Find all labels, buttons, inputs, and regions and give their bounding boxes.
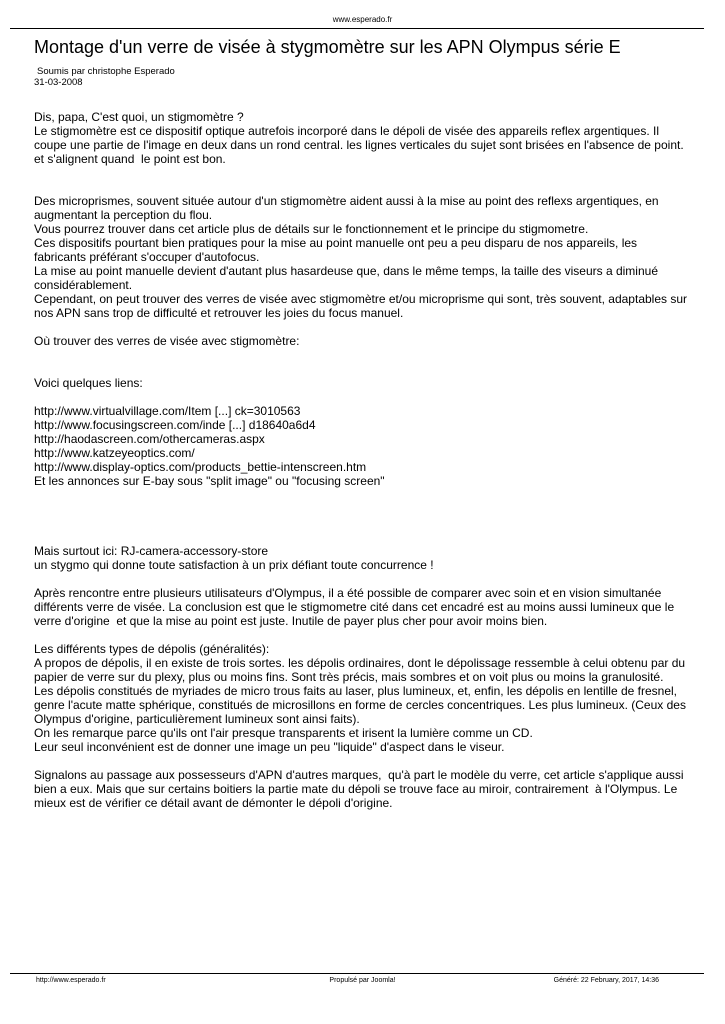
article-paragraph: Les différents types de dépolis (généralités): A propos de dépolis, il en existe de trois sortes. les dépolis ordinaires, dont le dépolissage ressemble à celui obtenu par du papier de verre sur du plexy, plus ou moins fins. Sont très précis, mais sombres et on voit plus ou moins la granulosité. Les dépolis constitués de myriades de micro trous faits au laser, plus lumineux, et, enfin, les dépolis en lentille de fresnel, genre l'acute matte sphérique, constitués de microsillons en forme de cercles concentriques. Les plus lumineux. (Ceux des Olympus d'origine, particulièrement lumineux sont ainsi faits). On les remarque parce qu'ils ont l'air presque transparents et irisent la lumière comme un CD. Leur seul inconvénient est de donner une image un peu "liquide" d'aspect dans le viseur. (34, 642, 686, 754)
article-paragraph: Dis, papa, C'est quoi, un stigmomètre ? Le stigmomètre est ce dispositif optique autrefois incorporé dans le dépoli de visée des appareils reflex argentiques. Il coupe une partie de l'image en deux dans un rond central. les lignes verticales du sujet sont brisées en l'absence de point. et s'alignent quand le point est bon. (34, 110, 684, 166)
article-paragraph (34, 320, 689, 334)
article-body (34, 110, 689, 824)
article-paragraph: Où trouver des verres de visée avec stigmomètre: (34, 334, 300, 348)
footer-site-url[interactable]: http://www.esperado.fr (36, 977, 106, 984)
article-paragraph (34, 348, 689, 362)
article-paragraph (34, 390, 689, 404)
article-paragraph: Signalons au passage aux possesseurs d'APN d'autres marques, qu'à part le modèle du verre, cet article s'applique aussi bien a eux. Mais que sur certains boitiers la partie mate du dépoli se trouve face au miroir, contrairement à l'Olympus. Le mieux est de vérifier ce détail avant de démonter le dépoli d'origine. (34, 768, 687, 810)
footer-powered-by: Propulsé par Joomla! (329, 977, 396, 984)
article-paragraph (34, 180, 689, 194)
article-paragraph (34, 628, 689, 642)
article-links[interactable]: http://www.virtualvillage.com/Item [...] ck=3010563 http://www.focusingscreen.com/inde [...] d18640a6d4 http://haodascreen.com/othercameras.aspx http://www.katzeyeoptics.com/ http://www.display-optics.com/products_bettie-intenscreen.htm Et les annonces sur E-bay sous "split image" ou "focusing screen" (34, 404, 385, 488)
article-paragraph (34, 530, 689, 544)
article-paragraph: Voici quelques liens: (34, 376, 143, 390)
article-meta (34, 66, 175, 88)
footer-divider (10, 973, 704, 974)
header-site-url: www.esperado.fr (332, 15, 393, 24)
article-paragraph (34, 488, 689, 502)
article-paragraph (34, 516, 689, 530)
header-divider (10, 28, 704, 29)
article-paragraph (34, 754, 689, 768)
article-paragraph: Des microprismes, souvent située autour d'un stigmomètre aident aussi à la mise au point des reflexs argentiques, en augmentant la perception du flou. Vous pourrez trouver dans cet article plus de détails sur le fonctionnement et le principe du stigmometre. Ces dispositifs pourtant bien pratiques pour la mise au point manuelle ont peu a peu disparu de nos appareils, les fabricants préférant s'occuper d'autofocus. La mise au point manuelle devient d'autant plus hasardeuse que, dans le même temps, la taille des viseurs a diminué considérablement. Cependant, on peut trouver des verres de visée avec stigmomètre et/ou microprisme qui sont, très souvent, adaptables sur nos APN sans trop de difficulté et retrouver les joies du focus manuel. (34, 194, 688, 320)
article-paragraph (34, 166, 689, 180)
article-paragraph (34, 572, 689, 586)
article-date: 31-03-2008 (34, 77, 83, 88)
article-paragraph (34, 502, 689, 516)
article-paragraph: Après rencontre entre plusieurs utilisateurs d'Olympus, il a été possible de comparer avec soin et en vision simultanée différents verre de visée. La conclusion est que le stigmometre cité dans cet encadré est au moins aussi lumineux que le verre d'origine et que la mise au point est juste. Inutile de payer plus cher pour avoir moins bien. (34, 586, 678, 628)
footer-generated-date: Généré: 22 February, 2017, 14:36 (553, 977, 659, 984)
article-title: Montage d'un verre de visée à stygmomètre sur les APN Olympus série E (34, 37, 621, 57)
article-paragraph (34, 810, 689, 824)
article-paragraph: Mais surtout ici: RJ-camera-accessory-store un stygmo qui donne toute satisfaction à un prix défiant toute concurrence ! (34, 544, 434, 572)
article-paragraph (34, 362, 689, 376)
article-author: Soumis par christophe Esperado (37, 66, 175, 77)
